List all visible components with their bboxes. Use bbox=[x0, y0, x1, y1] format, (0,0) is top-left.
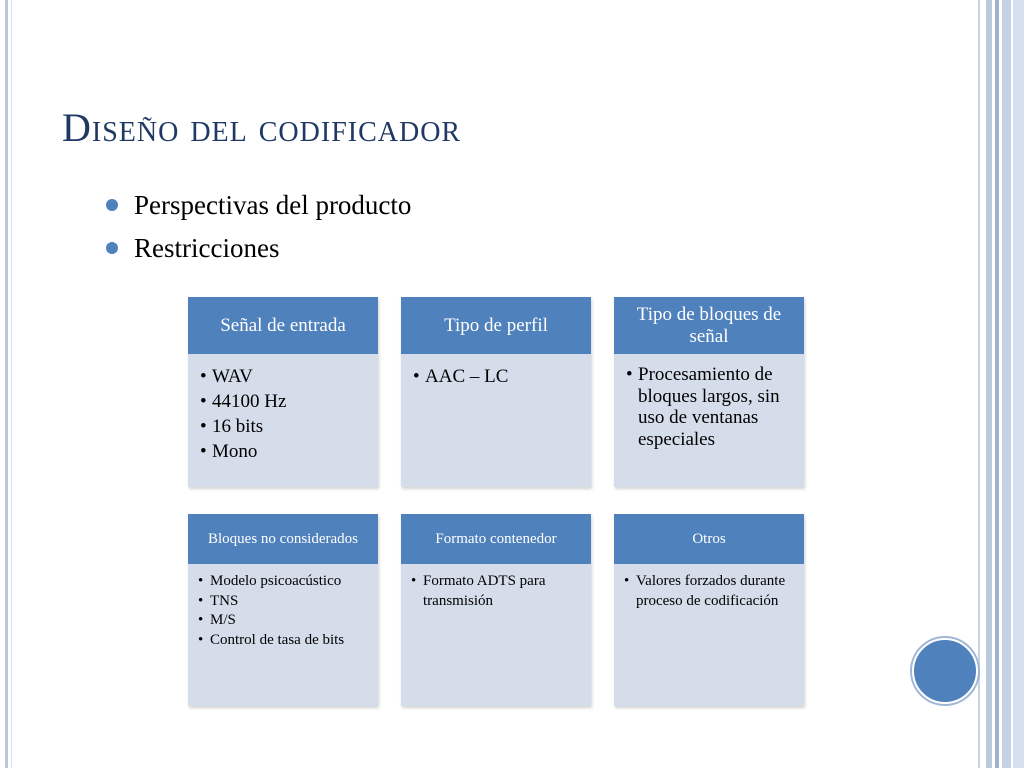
card-item: • Valores forzados durante proceso de codificación bbox=[624, 572, 792, 611]
card-header: Tipo de bloques de señal bbox=[614, 297, 804, 354]
decorative-circle-icon bbox=[912, 638, 978, 704]
bullet-dot-icon bbox=[106, 242, 118, 254]
card-body bbox=[614, 564, 804, 611]
card-item: • Mono bbox=[200, 439, 364, 464]
bullet-item bbox=[104, 227, 411, 270]
right-decorative-bands bbox=[978, 0, 1024, 768]
card-header: Señal de entrada bbox=[188, 297, 378, 354]
card-item: • Procesamiento de bloques largos, sin uso de ventanas especiales bbox=[626, 364, 790, 450]
bullet-item bbox=[104, 184, 411, 227]
card-item: • Control de tasa de bits bbox=[198, 631, 366, 651]
bullet-text: Perspectivas del producto bbox=[134, 190, 412, 220]
left-decorative-rule bbox=[5, 0, 8, 768]
slide-title: Diseño del codificador bbox=[62, 105, 462, 150]
card-body bbox=[188, 564, 378, 650]
card-item: • Modelo psicoacústico bbox=[198, 572, 366, 592]
card-header: Otros bbox=[614, 514, 804, 564]
card-body bbox=[401, 564, 591, 611]
card-body bbox=[614, 354, 804, 450]
bullet-dot-icon bbox=[106, 199, 118, 211]
card-header: Bloques no considerados bbox=[188, 514, 378, 564]
card-bloques-no-considerados bbox=[188, 514, 378, 706]
card-body bbox=[188, 354, 378, 464]
card-item: • TNS bbox=[198, 592, 366, 612]
card-item: • AAC – LC bbox=[413, 364, 577, 389]
left-decorative-rule-thin bbox=[11, 0, 12, 768]
card-item: • Formato ADTS para transmisión bbox=[411, 572, 579, 611]
card-item: • WAV bbox=[200, 364, 364, 389]
card-formato-contenedor bbox=[401, 514, 591, 706]
card-otros bbox=[614, 514, 804, 706]
card-item: • M/S bbox=[198, 611, 366, 631]
card-body bbox=[401, 354, 591, 389]
card-senal-entrada bbox=[188, 297, 378, 487]
card-tipo-perfil bbox=[401, 297, 591, 487]
card-header: Formato contenedor bbox=[401, 514, 591, 564]
card-tipo-bloques bbox=[614, 297, 804, 487]
bullet-text: Restricciones bbox=[134, 233, 280, 263]
card-item: • 44100 Hz bbox=[200, 389, 364, 414]
bullet-list bbox=[104, 184, 411, 270]
card-header: Tipo de perfil bbox=[401, 297, 591, 354]
card-item: • 16 bits bbox=[200, 414, 364, 439]
